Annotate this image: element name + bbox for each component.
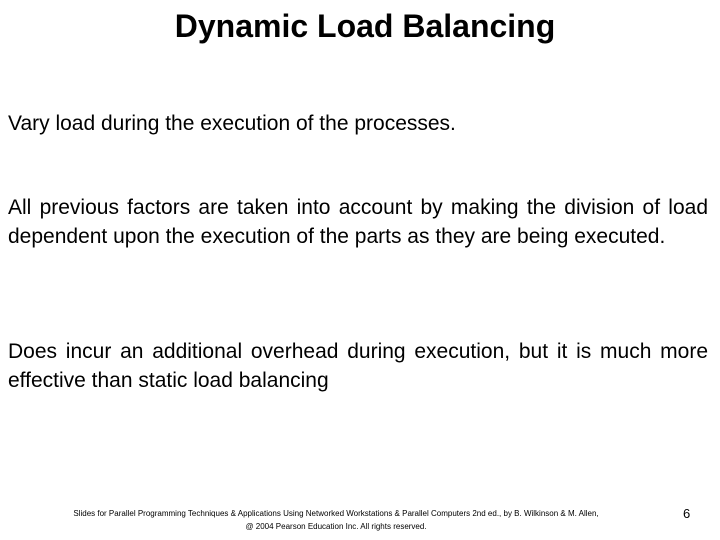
paragraph-vary-load: Vary load during the execution of the processes.: [8, 112, 456, 135]
slide-title: Dynamic Load Balancing: [174, 8, 556, 44]
paragraph-previous-factors: All previous factors are taken into account by making the division of load dependent upon the execution of the parts as they are being executed.: [8, 196, 708, 248]
page-number: 6: [683, 506, 691, 521]
footer-credit-line1: Slides for Parallel Programming Techniques & Applications Using Networked Workstations & Parallel Computers 2nd ed., by B. Wilkinson & M. Allen,: [73, 509, 599, 518]
paragraph-overhead: Does incur an additional overhead during execution, but it is much more effective than static load balancing: [8, 340, 708, 392]
footer-credit-line2: @ 2004 Pearson Education Inc. All rights reserved.: [245, 522, 427, 531]
footer-credit: [20, 507, 652, 533]
